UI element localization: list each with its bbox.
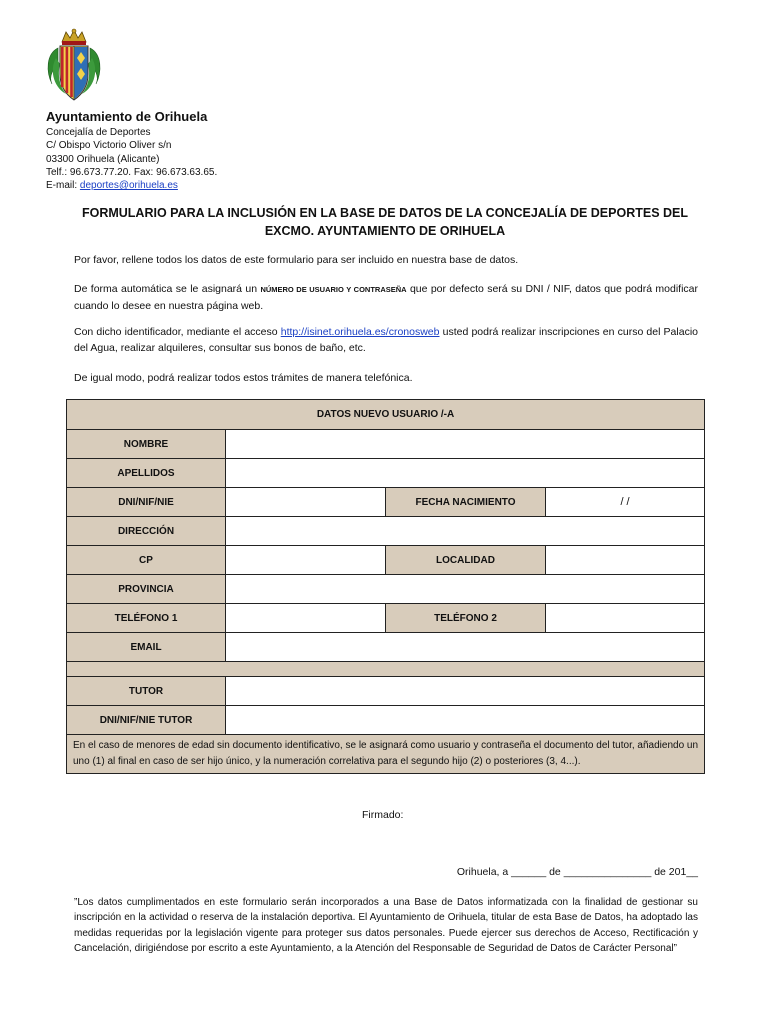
label-email: EMAIL (67, 633, 226, 662)
field-provincia[interactable] (226, 575, 705, 604)
label-provincia: PROVINCIA (67, 575, 226, 604)
intro-paragraph-1: Por favor, rellene todos los datos de este formulario para ser incluido en nuestra base de datos. (74, 254, 519, 266)
field-apellidos[interactable] (226, 459, 705, 488)
p2-text-after: que por defecto será su DNI / NIF, datos que podrá modificar cuando lo desee en nuestra página web. (74, 283, 698, 312)
p3-text-before: Con dicho identificador, mediante el acceso (74, 326, 281, 338)
label-cp: CP (67, 546, 226, 575)
signed-label: Firmado: (362, 809, 404, 821)
field-direccion[interactable] (226, 517, 705, 546)
p2-emphasis: NÚMERO DE USUARIO Y CONTRASEÑA (260, 285, 407, 294)
label-dni-tutor: DNI/NIF/NIE TUTOR (67, 706, 226, 735)
field-dni-tutor[interactable] (226, 706, 705, 735)
label-dni: DNI/NIF/NIE (67, 488, 226, 517)
header-block (46, 110, 217, 192)
place-date-line: Orihuela, a ______ de _______________ de 201__ (456, 866, 698, 878)
field-cp[interactable] (226, 546, 386, 575)
intro-paragraph-2 (74, 281, 698, 314)
cronosweb-link[interactable]: http://isinet.orihuela.es/cronosweb (280, 326, 440, 338)
label-apellidos: APELLIDOS (67, 459, 226, 488)
email-link[interactable]: deportes@orihuela.es (79, 180, 178, 192)
p3-text-after: usted podrá realizar inscripciones en curso del Palacio del Agua, realizar alquileres, consultar sus bonos de baño, etc. (74, 326, 698, 354)
phone-fax-line: Telf.: 96.673.77.20. Fax: 96.673.63.65. (46, 166, 218, 178)
label-telefono-1: TELÉFONO 1 (67, 604, 226, 633)
document-title: FORMULARIO PARA LA INCLUSIÓN EN LA BASE DE DATOS DE LA CONCEJALÍA DE DEPORTES DEL EXCMO. AYUNTAMIENTO DE ORIHUELA (81, 206, 689, 238)
p2-text-before: De forma automática se le asignará un (74, 283, 261, 295)
label-tutor: TUTOR (67, 677, 226, 706)
field-telefono-1[interactable] (226, 604, 386, 633)
field-tutor[interactable] (226, 677, 705, 706)
intro-paragraph-4: De igual modo, podrá realizar todos estos trámites de manera telefónica. (74, 372, 413, 384)
minors-note: En el caso de menores de edad sin documento identificativo, se le asignará como usuario y contraseña el documento del tutor, añadiendo un uno (1) al final en caso de ser hijo único, y la numeración correlativa para el segundo hijo (2) o posteriores (3, 4...). (67, 735, 705, 774)
field-localidad[interactable] (546, 546, 705, 575)
intro-paragraph-3 (74, 324, 698, 356)
form-heading: DATOS NUEVO USUARIO /-A (67, 400, 705, 430)
field-dni[interactable] (226, 488, 386, 517)
org-name: Ayuntamiento de Orihuela (46, 109, 208, 124)
legal-notice: ”Los datos cumplimentados en este formulario serán incorporados a una Base de Datos informatizada con la finalidad de gestionar su inscripción en la actividad o reserva de la instalación deportiva. El Ayuntamiento de Orihuela, titular de esta Base de Datos, ha adoptado las medidas requeridas por la legislación vigente para proteger sus datos personales. Puede ejercer sus derechos de Acceso, Rectificación y Cancelación, dirigiéndose por escrito a este Ayuntamiento, a la Atención del Responsable de Seguridad de Datos de Carácter Personal” (74, 897, 698, 954)
form-spacer-row (67, 662, 705, 677)
coat-of-arms-logo (44, 28, 104, 104)
email-label: E-mail: (46, 180, 80, 192)
field-email[interactable] (226, 633, 705, 662)
label-fecha-nacimiento: FECHA NACIMIENTO (386, 488, 546, 517)
user-data-form (66, 399, 705, 774)
label-direccion: DIRECCIÓN (67, 517, 226, 546)
label-localidad: LOCALIDAD (386, 546, 546, 575)
field-telefono-2[interactable] (546, 604, 705, 633)
dept-line: Concejalía de Deportes (46, 127, 151, 139)
city-line: 03300 Orihuela (Alicante) (46, 153, 160, 165)
label-telefono-2: TELÉFONO 2 (386, 604, 546, 633)
email-line (46, 179, 217, 192)
field-fecha-nacimiento[interactable]: / / (546, 488, 705, 517)
field-nombre[interactable] (226, 430, 705, 459)
address-line: C/ Obispo Victorio Oliver s/n (46, 140, 172, 152)
label-nombre: NOMBRE (67, 430, 226, 459)
